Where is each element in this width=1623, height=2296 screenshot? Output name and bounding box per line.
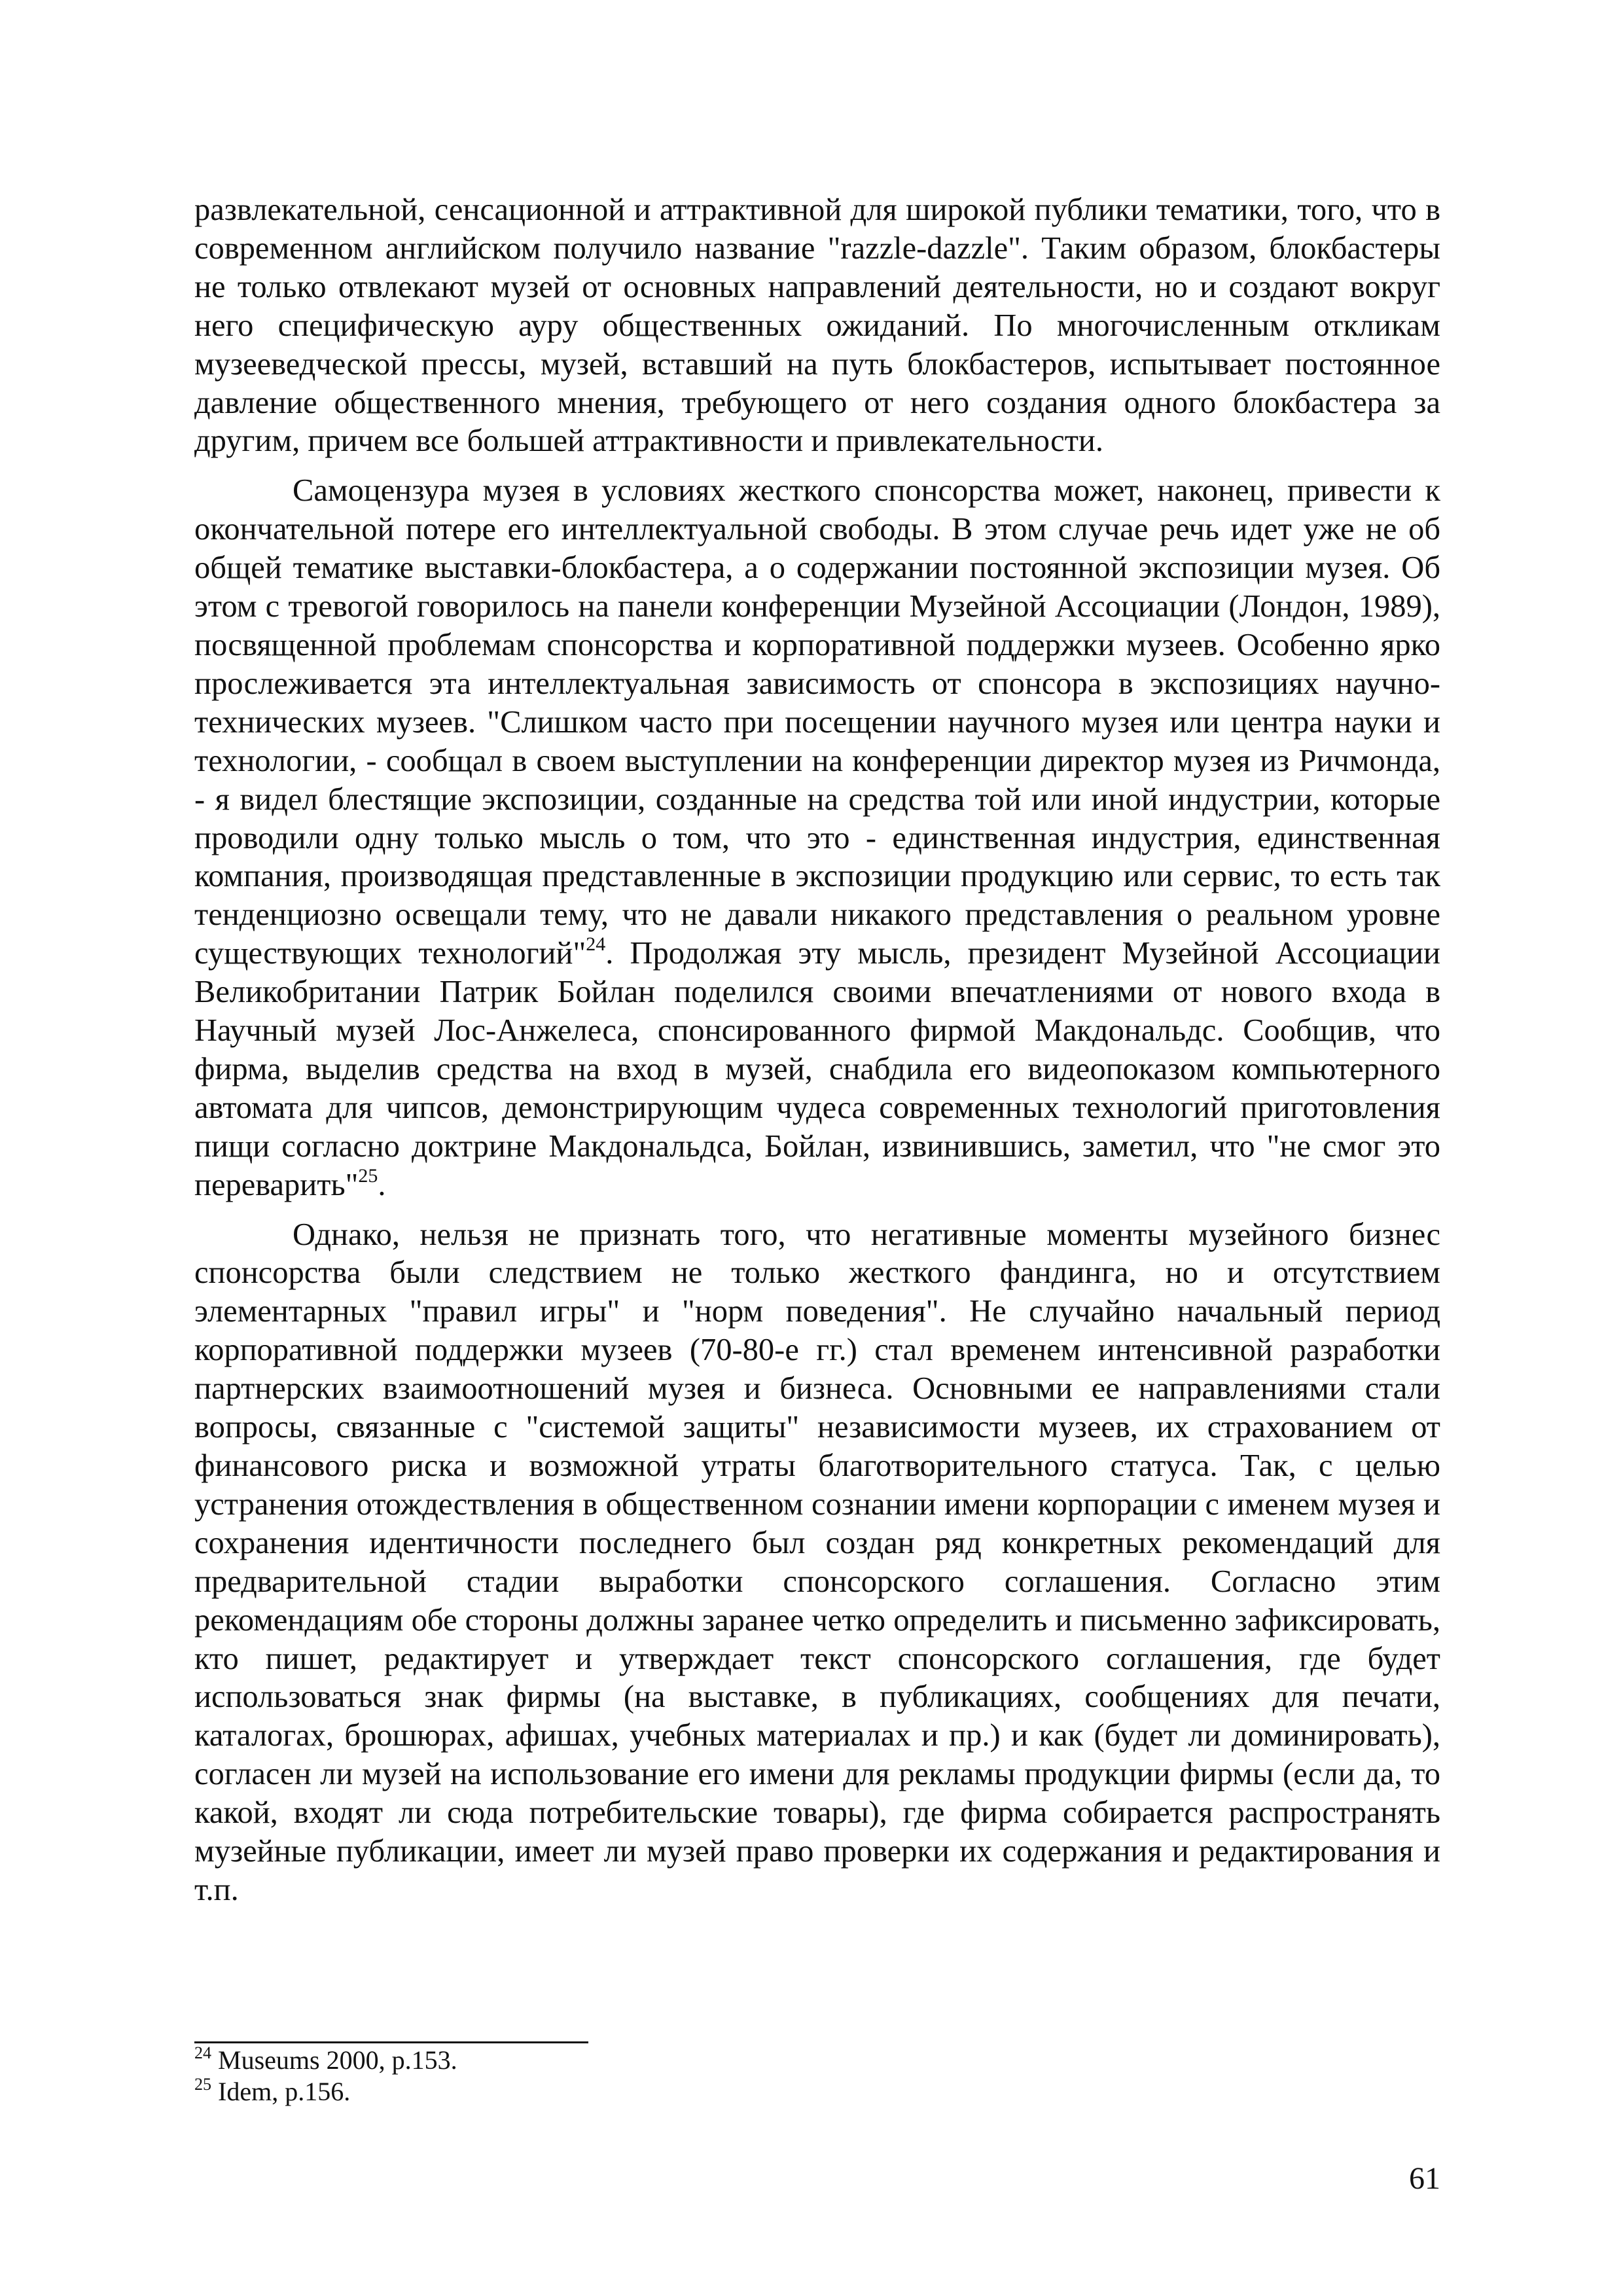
footnotes — [194, 2045, 1440, 2108]
footnote-24-text: Museums 2000, p.153. — [211, 2045, 457, 2075]
footnote-25 — [194, 2076, 1440, 2108]
footnote-ref-24: 24 — [586, 933, 606, 956]
footnote-mark-25: 25 — [194, 2075, 211, 2094]
main-text — [194, 191, 1440, 1910]
footnote-mark-24: 24 — [194, 2043, 211, 2063]
paragraph-1-text: развлекательной, сенсационной и аттрактивной для широкой публики тематики, того, что в современном английском получило название "razzle-dazzle". Таким образом, блокбастеры не только отвлекают музей от основных направлений деятельности, но и создают вокруг него специфическую ауру общественных ожиданий. По многочисленным откликам музееведческой прессы, музей, вставший на путь блокбастеров, испытывает постоянное давление общественного мнения, требующего от него создания одного блокбастера за другим, причем все большей аттрактивности и привлекательности. — [194, 192, 1440, 459]
paragraph-3 — [194, 1216, 1440, 1910]
page-number: 61 — [1409, 2161, 1440, 2196]
paragraph-2-text-part-2: . Продолжая эту мысль, президент Музейной Ассоциации Великобритании Патрик Бойлан поделился своими впечатлениями от нового входа в Научный музей Лос-Анжелеса, спонсированного фирмой Макдональдс. Сообщив, что фирма, выделив средства на вход в музей, снабдила его видеопоказом компьютерного автомата для чипсов, демонстрирующим чудеса современных технологий приготовления пищи согласно доктрине Макдональдса, Бойлан, извинившись, заметил, что "не смог это переварить" — [194, 936, 1440, 1202]
paragraph-3-text: Однако, нельзя не признать того, что негативные моменты музейного бизнес спонсорства были следствием не только жесткого фандинга, но и отсутствием элементарных "правил игры" и "норм поведения". Не случайно начальный период корпоративной поддержки музеев (70-80-е гг.) стал временем интенсивной разработки партнерских взаимоотношений музея и бизнеса. Основными ее направлениями стали вопросы, связанные с "системой защиты" независимости музеев, их страхованием от финансового риска и возможной утраты благотворительного статуса. Так, с целью устранения отождествления в общественном сознании имени корпорации с именем музея и сохранения идентичности последнего был создан ряд конкретных рекомендаций для предварительной стадии выработки спонсорского соглашения. Согласно этим рекомендациям обе стороны должны заранее четко определить и письменно зафиксировать, кто пишет, редактирует и утверждает текст спонсорского соглашения, где будет использоваться знак фирмы (на выставке, в публикациях, сообщениях для печати, каталогах, брошюрах, афишах, учебных материалах и пр.) и как (будет ли доминировать), согласен ли музей на использование его имени для рекламы продукции фирмы (если да, то какой, входят ли сюда потребительские товары), где фирма собирается распространять музейные публикации, имеет ли музей право проверки их содержания и редактирования и т.п. — [194, 1217, 1440, 1907]
footnote-ref-25: 25 — [358, 1164, 378, 1187]
paragraph-1 — [194, 191, 1440, 461]
paragraph-2-text-part-3: . — [378, 1167, 386, 1202]
paragraph-2-text-part-1: Самоцензура музея в условиях жесткого спонсорства может, наконец, привести к окончательной потере его интеллектуальной свободы. В этом случае речь идет уже не об общей тематике выставки-блокбастера, а о содержании постоянной экспозиции музея. Об этом с тревогой говорилось на панели конференции Музейной Ассоциации (Лондон, 1989), посвященной проблемам спонсорства и корпоративной поддержки музеев. Особенно ярко прослеживается эта интеллектуальная зависимость от спонсора в экспозициях научно-технических музеев. "Слишком часто при посещении научного музея или центра науки и технологии, - сообщал в своем выступлении на конференции директор музея из Ричмонда, - я видел блестящие экспозиции, созданные на средства той или иной индустрии, которые проводили одну только мысль о том, что это - единственная индустрия, единственная компания, производящая представленные в экспозиции продукцию или сервис, то есть так тенденциозно освещали тему, что не давали никакого представления о реальном уровне существующих технологий" — [194, 473, 1440, 971]
footnote-separator — [194, 2041, 588, 2043]
footnote-25-text: Idem, p.156. — [211, 2077, 351, 2106]
paragraph-2 — [194, 472, 1440, 1204]
footnote-24 — [194, 2045, 1440, 2076]
